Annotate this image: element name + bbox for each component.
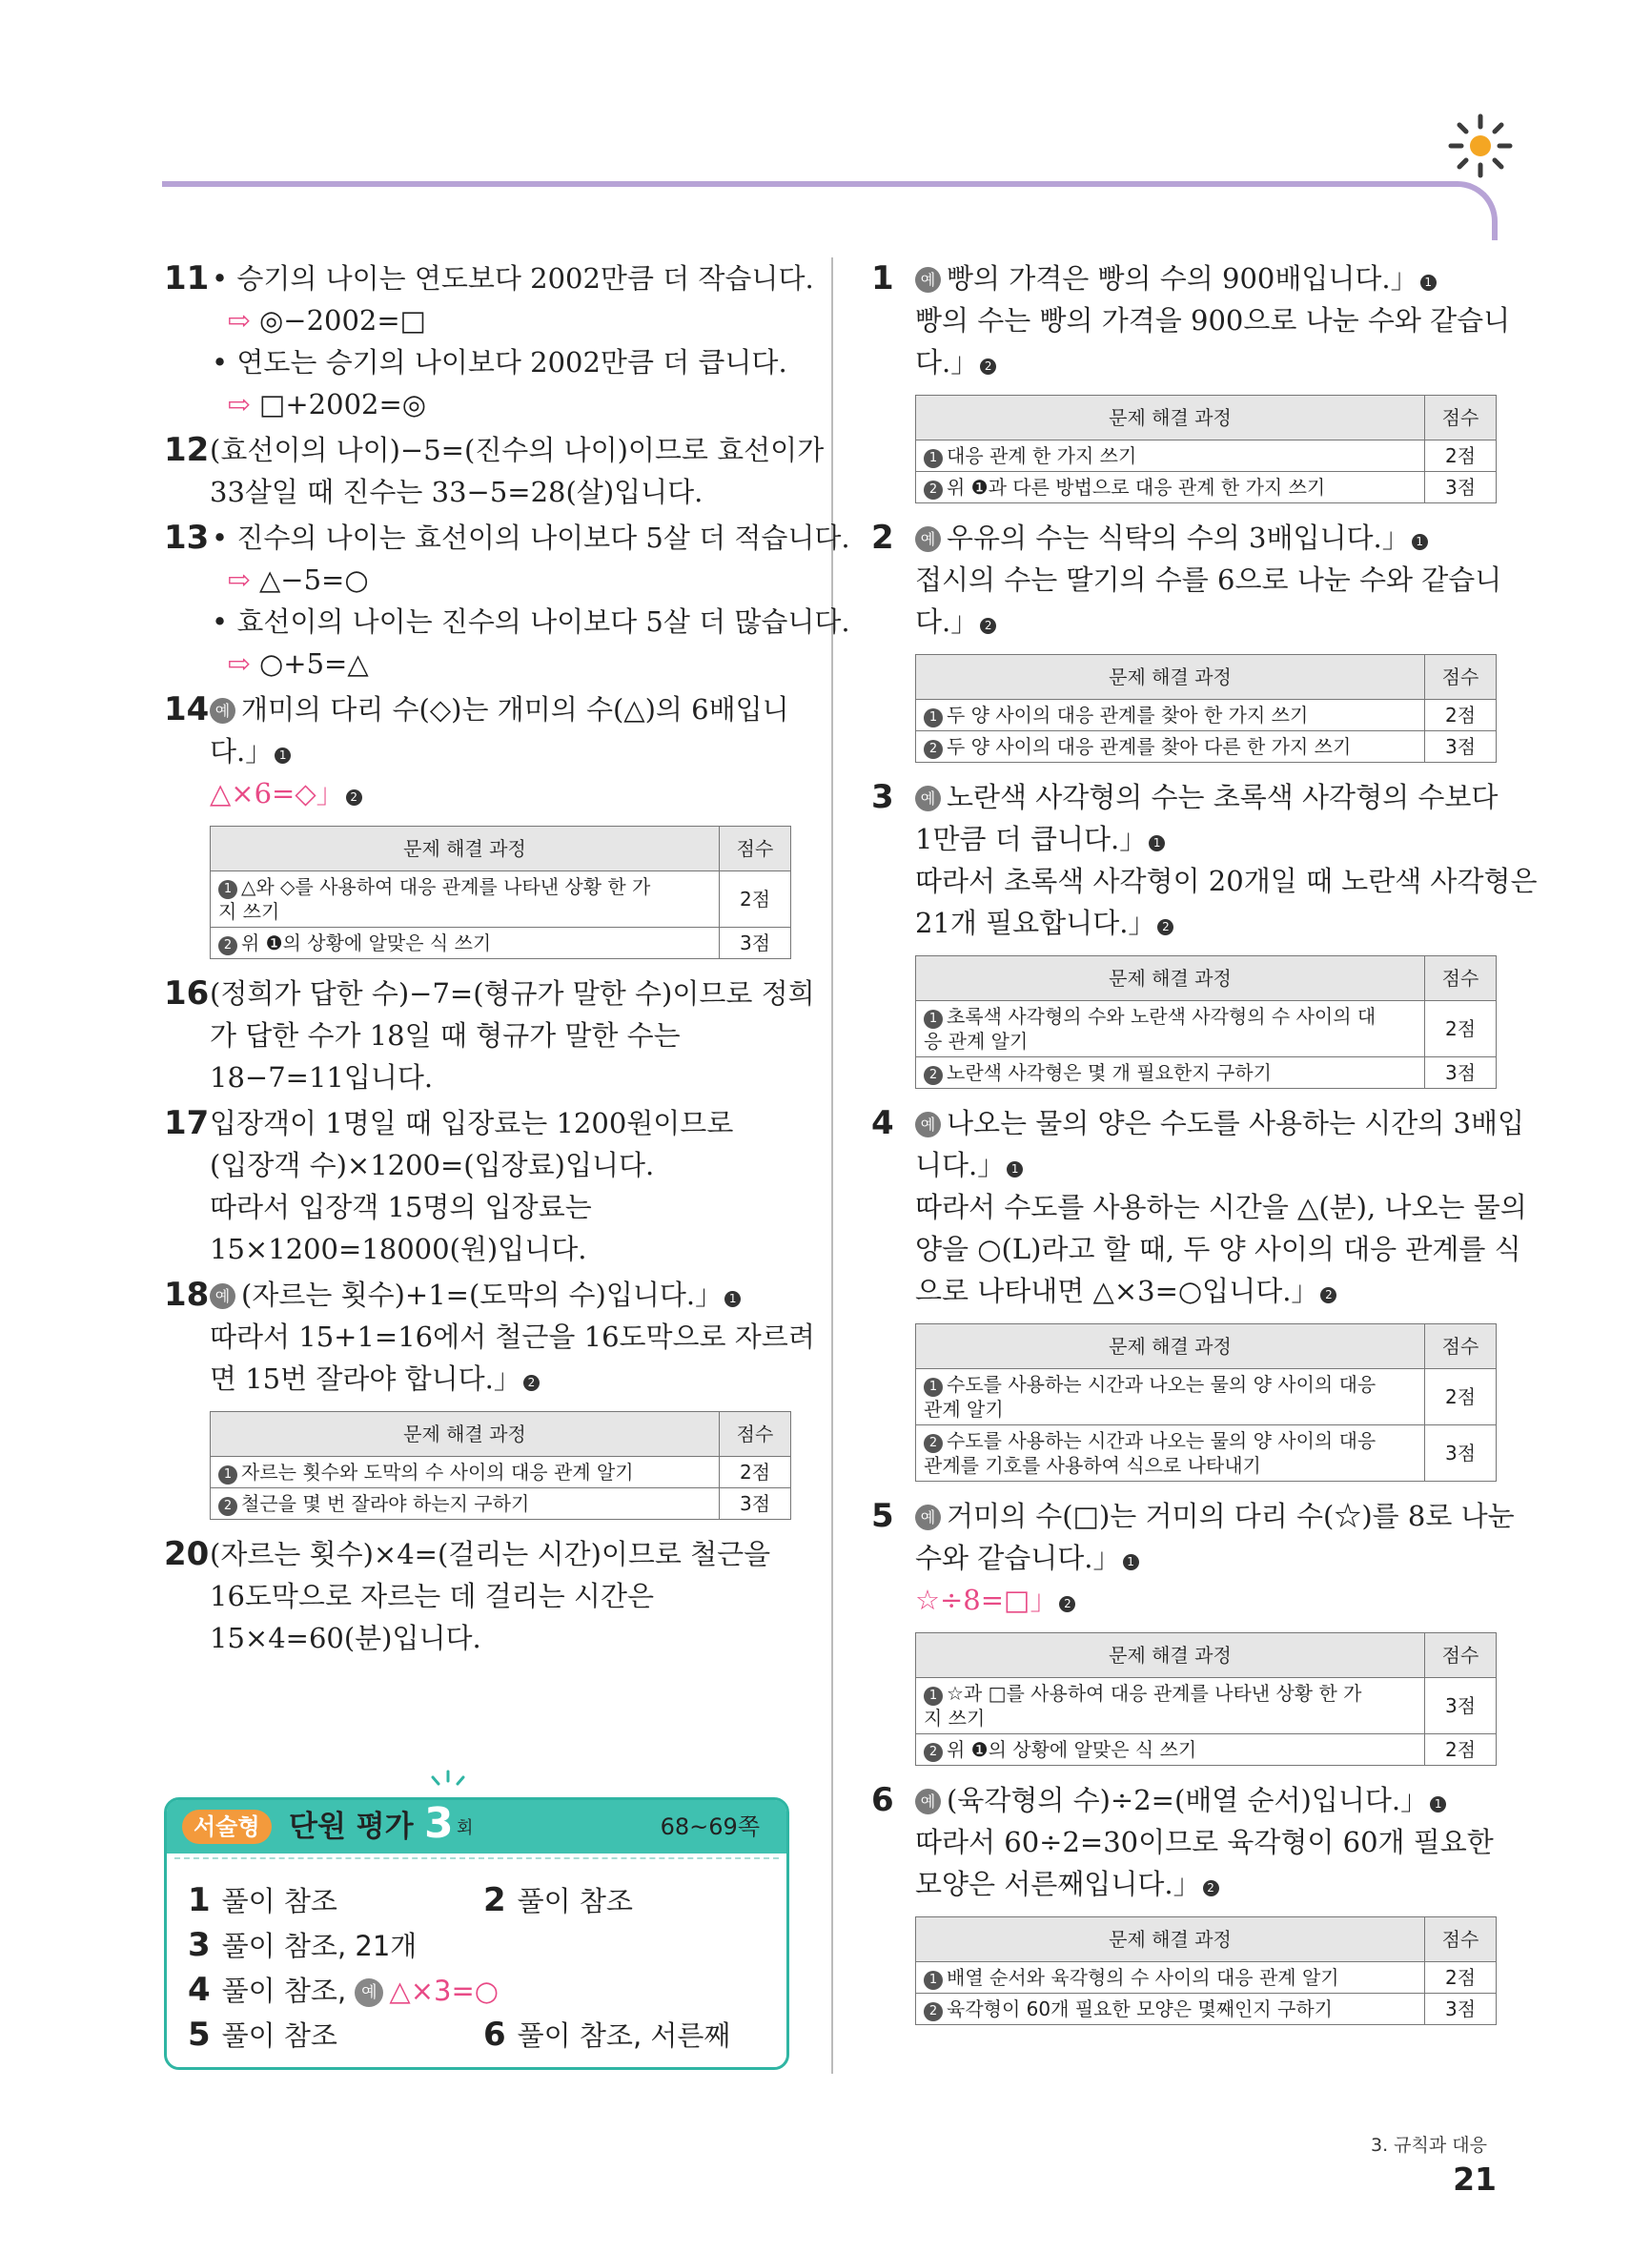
example-badge: 예	[210, 1283, 235, 1309]
step-2-marker: 2	[980, 358, 996, 375]
score-table	[210, 1411, 791, 1520]
table-row: 2 위 ❶의 상황에 알맞은 식 쓰기 2점	[916, 1734, 1497, 1766]
text-line: 면 15번 잘라야 합니다.」	[210, 1362, 521, 1395]
unit-title: 3. 규칙과 대응	[1371, 2135, 1487, 2156]
step-2-marker: 2	[980, 618, 996, 634]
essay-tag: 서술형	[182, 1810, 272, 1844]
text-line: 33살일 때 진수는 33−5=28(살)입니다.	[210, 476, 704, 508]
summary-header	[167, 1800, 786, 1854]
left-column	[164, 257, 850, 1659]
problem-18	[164, 1274, 815, 1520]
unit-test-summary	[164, 1797, 789, 2070]
problem-number: 12	[164, 431, 210, 469]
text-line: 가 답한 수가 18일 때 형규가 말한 수는	[210, 1019, 681, 1052]
step-1-marker: 1	[1007, 1161, 1023, 1178]
problem-number: 4	[871, 1104, 894, 1142]
sparkle-icon	[419, 1768, 477, 1796]
problem-11: 11 • 승기의 나이는 연도보다 2002만큼 더 작습니다. ⇨ ◎−2002=□ • 연도는 승기의 나이보다 2002만큼 더 큽니다. ⇨ □+2002=◎	[164, 259, 814, 420]
score-table: 문제 해결 과정 점수 1 대응 관계 한 가지 쓰기 2점 2 위 ❶과 다른 방법으로 대응 관계 한 가지 쓰기 3점	[915, 395, 1497, 503]
table-row: 1 수도를 사용하는 시간과 나오는 물의 양 사이의 대응 관계 알기 2점	[916, 1369, 1497, 1425]
equation: ○+5=△	[258, 647, 369, 680]
table-row: 1 두 양 사이의 대응 관계를 찾아 한 가지 쓰기 2점	[916, 700, 1497, 731]
step-2-marker: 2	[1203, 1880, 1219, 1896]
text-line: 진수의 나이는 효선이의 나이보다 5살 더 적습니다.	[236, 522, 850, 554]
step-1-marker: 1	[1430, 1796, 1446, 1813]
right-column	[866, 257, 1538, 2038]
table-row: 1 대응 관계 한 가지 쓰기 2점	[916, 440, 1497, 472]
table-header: 점수	[720, 1412, 791, 1457]
problem-number: 18	[164, 1276, 210, 1314]
text-line: 18−7=11입니다.	[210, 1061, 434, 1094]
problem-number: 11	[164, 259, 210, 297]
question-6: 6 예 (육각형의 수)÷2=(배열 순서)입니다.」 1 따라서 60÷2=30이므로 육각형이 60개 필요한 모양은 서른째입니다.」 2 문제 해결 과정 점수 1 배열 순서와 육각형의 수 사이의 대응 관계 알기 2점 2 육각형이 60개 필요한 모양은 몇째인지 구하기 3점	[866, 1779, 1499, 2025]
score-table: 문제 해결 과정 점수 1 ☆과 □를 사용하여 대응 관계를 나타낸 상황 한 가 지 쓰기 3점 2 위 ❶의 상황에 알맞은 식 쓰기 2점	[915, 1632, 1497, 1766]
table-header: 문제 해결 과정	[211, 1412, 720, 1457]
step-1-marker: 1	[1412, 534, 1428, 550]
problem-number: 20	[164, 1535, 210, 1573]
page-footer	[1335, 2131, 1497, 2198]
arrow-icon: ⇨	[227, 563, 251, 596]
problem-number: 17	[164, 1104, 210, 1142]
score-table	[210, 826, 791, 959]
text-line: 16도막으로 자르는 데 걸리는 시간은	[210, 1580, 654, 1612]
question-1: 1 예 빵의 가격은 빵의 수의 900배입니다.」 1 빵의 수는 빵의 가격을 900으로 나눈 수와 같습니 다.」 2 문제 해결 과정 점수 1 대응 관계 한 가지 쓰기 2점 2 위 ❶과 다른 방법으로 대응 관계 한 가지 쓰기 3점	[866, 257, 1499, 503]
equation: ◎−2002=□	[258, 304, 427, 337]
step-2-marker: 2	[523, 1375, 540, 1391]
score-table: 문제 해결 과정 점수 1 수도를 사용하는 시간과 나오는 물의 양 사이의 대응 관계 알기 2점 2 수도를 사용하는 시간과 나오는 물의 양 사이의 대응 관계를 기호를 사용하여 식으로 나타내기 3점	[915, 1323, 1497, 1482]
table-row: 1 배열 순서와 육각형의 수 사이의 대응 관계 알기 2점	[916, 1962, 1497, 1994]
header-rule	[162, 181, 1498, 240]
step-1-marker: 1	[724, 1291, 741, 1307]
list-item: 3 풀이 참조, 21개	[188, 1926, 418, 1964]
problem-number: 16	[164, 974, 210, 1013]
text-line: (자르는 횟수)+1=(도막의 수)입니다.」	[241, 1279, 724, 1311]
text-line: 15×1200=18000(원)입니다.	[210, 1233, 587, 1265]
text-line: 승기의 나이는 연도보다 2002만큼 더 작습니다.	[236, 262, 814, 295]
example-badge: 예	[915, 1112, 941, 1137]
equation: △×6=◇」	[210, 777, 344, 809]
table-row: 2 위 ❶과 다른 방법으로 대응 관계 한 가지 쓰기 3점	[916, 472, 1497, 503]
question-5: 5 예 거미의 수(□)는 거미의 다리 수(☆)를 8로 나눈 수와 같습니다.」 1 ☆÷8=□」 2 문제 해결 과정 점수 1 ☆과 □를 사용하여 대응 관계를 나타낸 상황 한 가 지 쓰기 3점 2 위 ❶의 상황에 알맞은 식 쓰기 2점	[866, 1495, 1499, 1766]
list-item: 6 풀이 참조, 서른째	[483, 2016, 731, 2054]
step-1-marker: 1	[1123, 1554, 1139, 1570]
list-item: 2 풀이 참조	[483, 1881, 633, 1919]
step-2-marker: 2	[346, 789, 362, 806]
example-badge: 예	[210, 698, 235, 724]
table-row: 2 수도를 사용하는 시간과 나오는 물의 양 사이의 대응 관계를 기호를 사용하여 식으로 나타내기 3점	[916, 1425, 1497, 1482]
text-line: 따라서 입장객 15명의 입장료는	[210, 1191, 592, 1223]
step-1-marker: 1	[275, 748, 291, 764]
problem-number: 1	[871, 259, 894, 297]
table-row: 2 위 ❶의 상황에 알맞은 식 쓰기 3점	[211, 928, 791, 959]
example-badge: 예	[915, 267, 941, 293]
example-badge: 예	[355, 1978, 383, 2007]
question-3: 3 예 노란색 사각형의 수는 초록색 사각형의 수보다 1만큼 더 큽니다.」 1 따라서 초록색 사각형이 20개일 때 노란색 사각형은 21개 필요합니다.」 2 문제 해결 과정 점수 1 초록색 사각형의 수와 노란색 사각형의 수 사이의 대 응 관계 알기 2점 2 노란색 사각형은 몇 개 필요한지 구하기 3점	[866, 776, 1499, 1089]
question-2: 2 예 우유의 수는 식탁의 수의 3배입니다.」 1 접시의 수는 딸기의 수를 6으로 나눈 수와 같습니 다.」 2 문제 해결 과정 점수 1 두 양 사이의 대응 관계를 찾아 한 가지 쓰기 2점 2 두 양 사이의 대응 관계를 찾아 다른 한 가지 쓰기 3점	[866, 517, 1499, 763]
example-badge: 예	[915, 1505, 941, 1530]
text-line: 따라서 15+1=16에서 철근을 16도막으로 자르려	[210, 1321, 815, 1353]
arrow-icon: ⇨	[227, 304, 251, 337]
text-line: 연도는 승기의 나이보다 2002만큼 더 큽니다.	[236, 346, 787, 379]
step-1-marker: 1	[1149, 835, 1165, 851]
table-row: 2 육각형이 60개 필요한 모양은 몇째인지 구하기 3점	[916, 1994, 1497, 2025]
score-table: 문제 해결 과정 점수 1 초록색 사각형의 수와 노란색 사각형의 수 사이의 대 응 관계 알기 2점 2 노란색 사각형은 몇 개 필요한지 구하기 3점	[915, 955, 1497, 1089]
problem-number: 5	[871, 1497, 894, 1535]
example-badge: 예	[915, 526, 941, 552]
table-row: 1 초록색 사각형의 수와 노란색 사각형의 수 사이의 대 응 관계 알기 2점	[916, 1001, 1497, 1057]
summary-title: 단원 평가	[289, 1810, 414, 1844]
text-line: 입장객이 1명일 때 입장료는 1200원이므로	[210, 1107, 734, 1139]
problem-17	[164, 1102, 798, 1270]
table-row: 1 △와 ◇를 사용하여 대응 관계를 나타낸 상황 한 가 지 쓰기 2점	[211, 871, 791, 928]
text-line: 개미의 다리 수(◇)는 개미의 수(△)의 6배입니	[241, 693, 789, 726]
text-line: (효선이의 나이)−5=(진수의 나이)이므로 효선이가	[210, 434, 825, 466]
text-line: (입장객 수)×1200=(입장료)입니다.	[210, 1149, 655, 1181]
problem-number: 13	[164, 519, 210, 557]
score-table: 문제 해결 과정 점수 1 배열 순서와 육각형의 수 사이의 대응 관계 알기 2점 2 육각형이 60개 필요한 모양은 몇째인지 구하기 3점	[915, 1916, 1497, 2025]
problem-number: 6	[871, 1781, 894, 1819]
step-2-marker: 2	[1157, 919, 1173, 935]
page-range: 68~69쪽	[660, 1813, 760, 1840]
problem-16	[164, 973, 815, 1098]
question-4: 4 예 나오는 물의 양은 수도를 사용하는 시간의 3배입 니다.」 1 따라서 수도를 사용하는 시간을 △(분), 나오는 물의 양을 ○(L)라고 할 때, 두 양 사이의 대응 관계를 식 으로 나타내면 △×3=○입니다.」 2 문제 해결 과정 점수 1 수도를 사용하는 시간과 나오는 물의 양 사이의 대응 관계 알기 2점 2 수도를 사용하는 시간과 나오는 물의 양 사이의 대응 관계를 기호를 사용하여 식으로 나타내기 3점	[866, 1102, 1499, 1482]
problem-number: 3	[871, 778, 894, 816]
table-header: 점수	[720, 827, 791, 871]
text-line: 효선이의 나이는 진수의 나이보다 5살 더 많습니다.	[236, 605, 850, 638]
score-table: 문제 해결 과정 점수 1 두 양 사이의 대응 관계를 찾아 한 가지 쓰기 2점 2 두 양 사이의 대응 관계를 찾아 다른 한 가지 쓰기 3점	[915, 654, 1497, 763]
problem-number: 2	[871, 519, 894, 557]
list-item: 4 풀이 참조, 예 △×3=○	[188, 1971, 500, 2009]
problem-number: 14	[164, 690, 210, 728]
step-1-marker: 1	[1420, 275, 1437, 291]
equation: □+2002=◎	[258, 388, 427, 420]
text-line: 다.」	[210, 735, 274, 768]
round-number: 3	[424, 1799, 454, 1848]
text-line: (정희가 답한 수)−7=(형규가 말한 수)이므로 정희	[210, 977, 815, 1010]
text-line: (자르는 횟수)×4=(걸리는 시간)이므로 철근을	[210, 1538, 771, 1570]
equation: △−5=○	[258, 563, 369, 596]
step-2-marker: 2	[1059, 1596, 1075, 1612]
dashed-divider	[174, 1857, 779, 1859]
page-number: 21	[1453, 2161, 1497, 2198]
table-header: 문제 해결 과정	[211, 827, 720, 871]
text-line: 15×4=60(분)입니다.	[210, 1622, 481, 1654]
table-row: 1 ☆과 □를 사용하여 대응 관계를 나타낸 상황 한 가 지 쓰기 3점	[916, 1678, 1497, 1734]
round-suffix: 회	[457, 1818, 474, 1838]
problem-13: 13 • 진수의 나이는 효선이의 나이보다 5살 더 적습니다. ⇨ △−5=○ • 효선이의 나이는 진수의 나이보다 5살 더 많습니다. ⇨ ○+5=△	[164, 519, 850, 680]
list-item: 1 풀이 참조	[188, 1881, 337, 1919]
list-item: 5 풀이 참조	[188, 2016, 337, 2054]
arrow-icon: ⇨	[227, 388, 251, 420]
arrow-icon: ⇨	[227, 647, 251, 680]
table-row: 1 자르는 횟수와 도막의 수 사이의 대응 관계 알기 2점	[211, 1457, 791, 1488]
problem-20	[164, 1533, 798, 1659]
example-badge: 예	[915, 786, 941, 811]
table-row: 2 철근을 몇 번 잘라야 하는지 구하기 3점	[211, 1488, 791, 1520]
table-row: 2 노란색 사각형은 몇 개 필요한지 구하기 3점	[916, 1057, 1497, 1089]
problem-14	[164, 688, 798, 959]
problem-12	[164, 429, 825, 513]
example-badge: 예	[915, 1789, 941, 1814]
step-2-marker: 2	[1320, 1287, 1336, 1303]
table-row: 2 두 양 사이의 대응 관계를 찾아 다른 한 가지 쓰기 3점	[916, 731, 1497, 763]
sun-icon	[1447, 113, 1514, 179]
